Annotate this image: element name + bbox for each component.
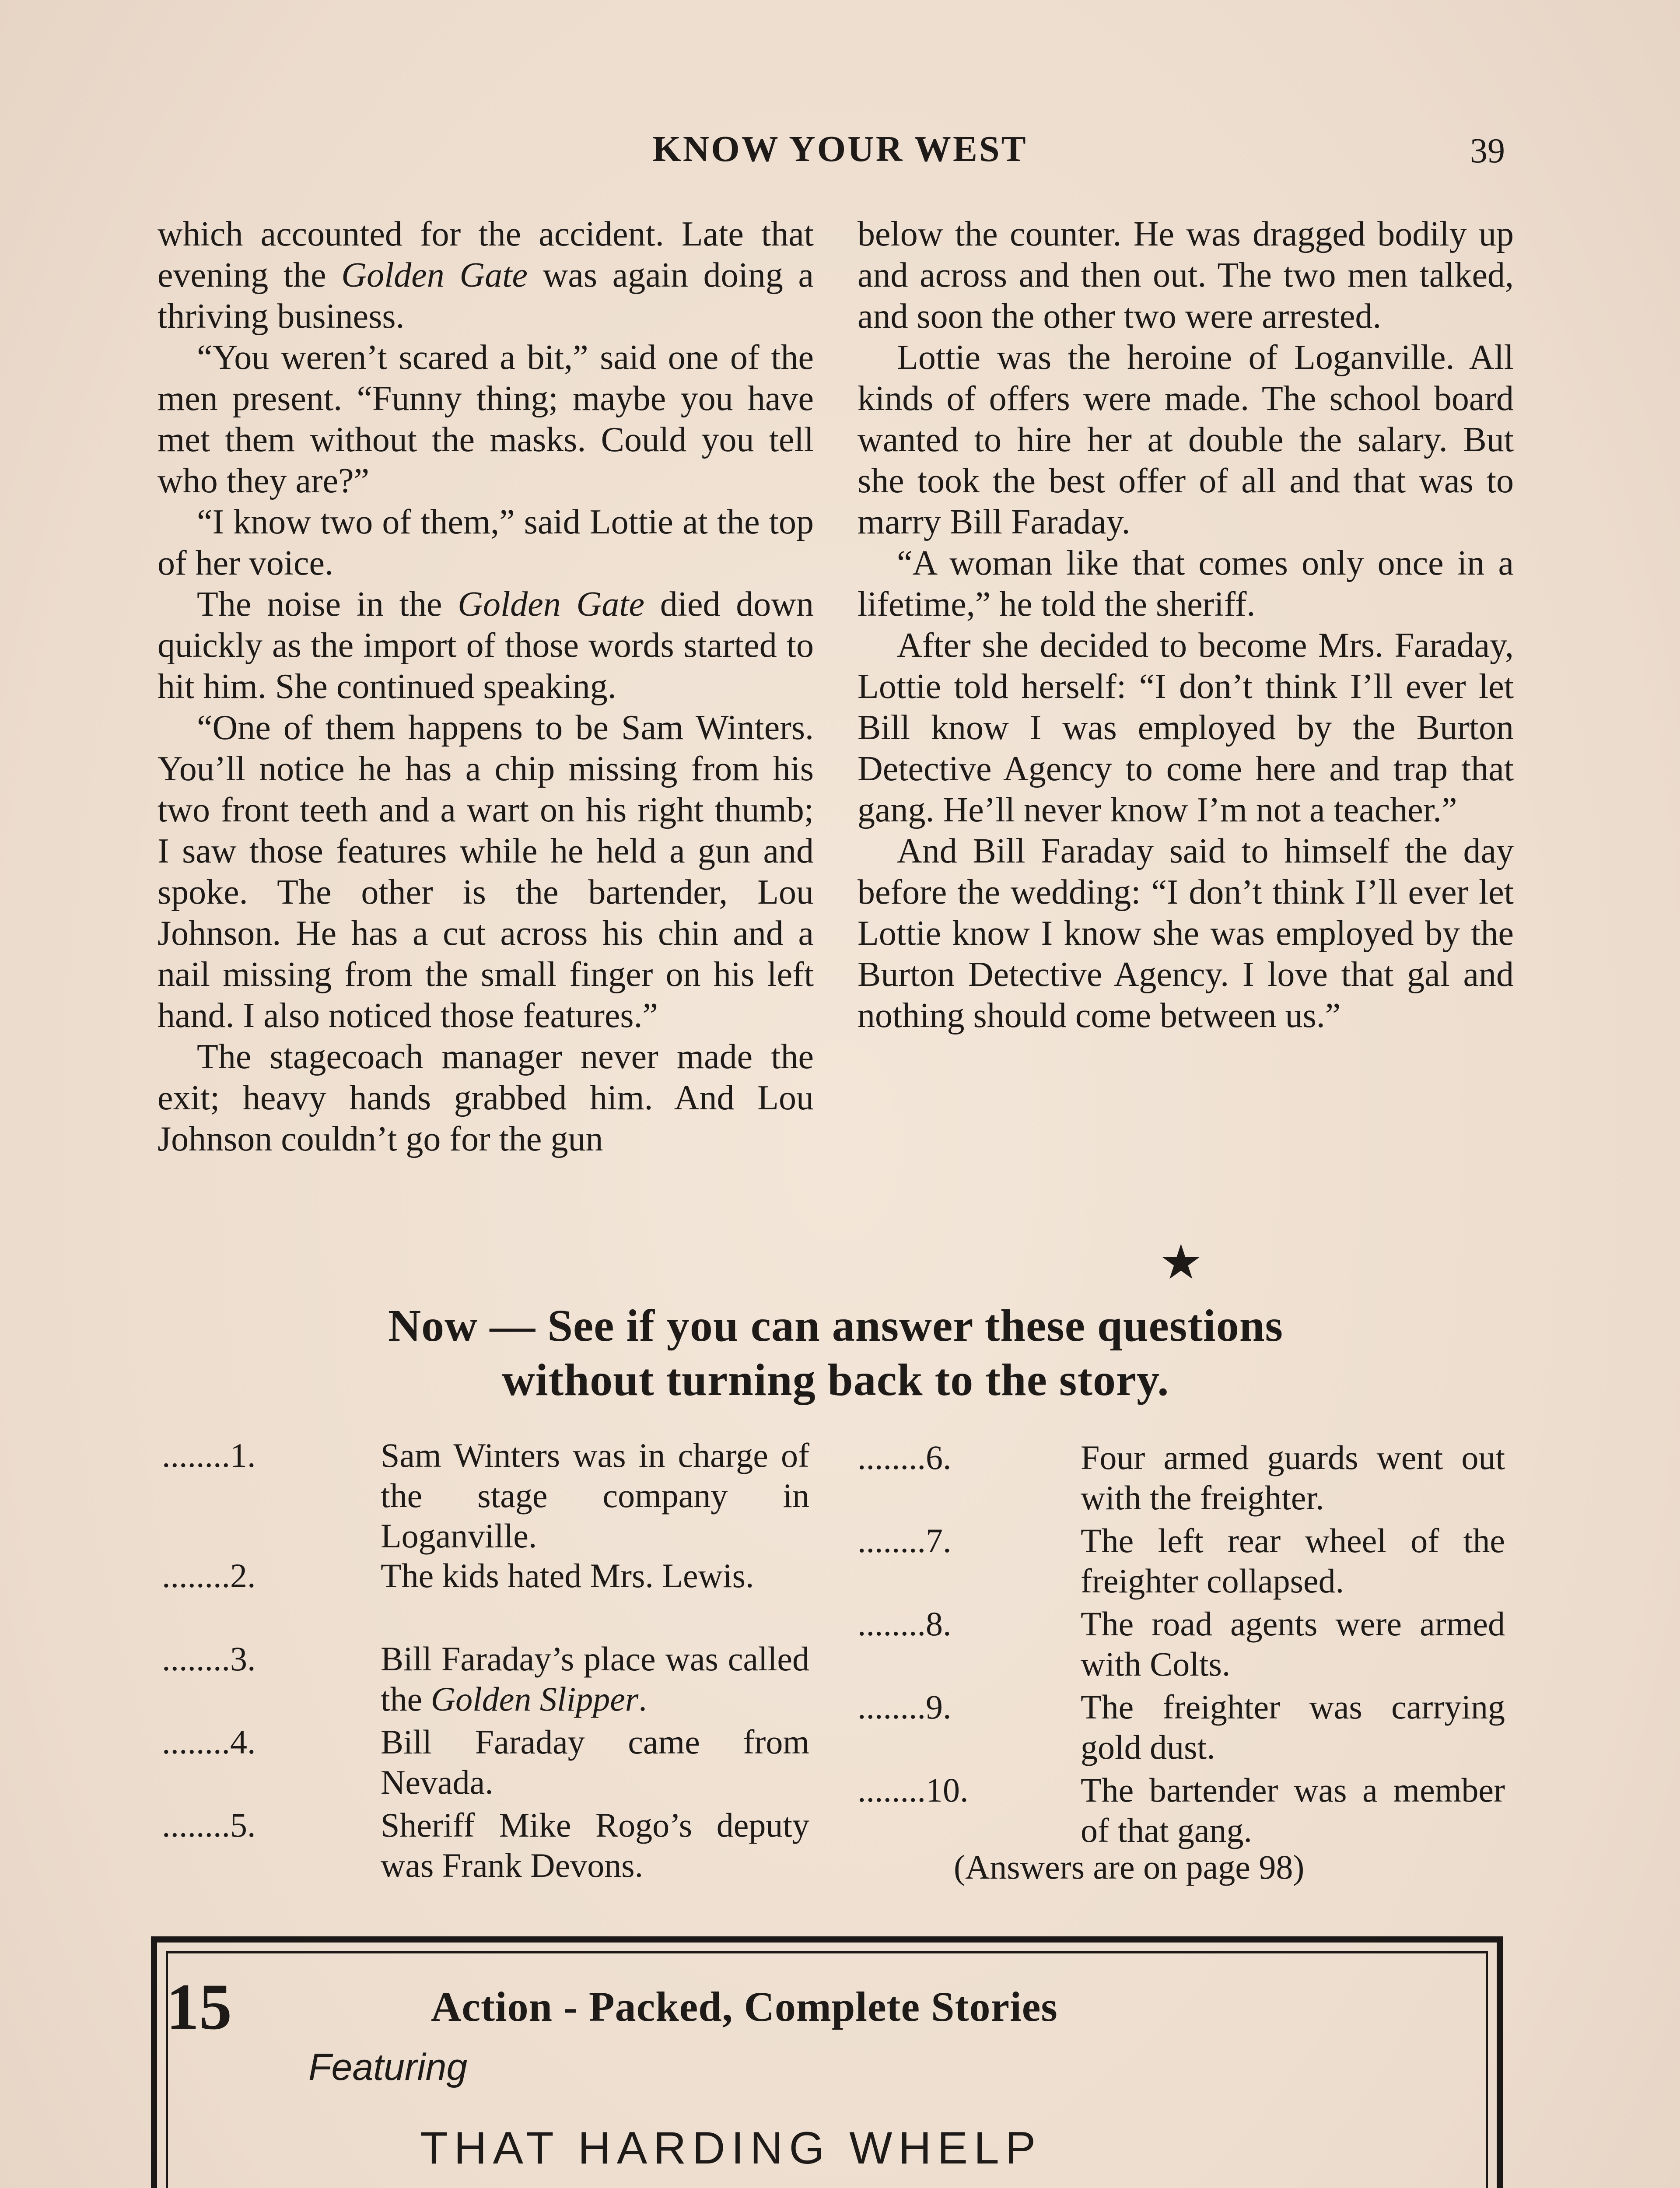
question-text: The freighter was carrying gold dust. xyxy=(1081,1688,1505,1766)
story-paragraph xyxy=(158,584,814,707)
quiz-heading xyxy=(158,1299,1514,1407)
italic-title: Golden Slipper xyxy=(430,1680,639,1718)
question-text: The left rear wheel of the freighter collapsed. xyxy=(1081,1522,1505,1600)
text-run: below the counter. He was dragged bodily up and across and then out. The two men talked, and soon the other two were arrested. xyxy=(858,215,1514,336)
text-run: Bill Faraday’s place was called the xyxy=(381,1640,809,1718)
story-paragraph xyxy=(158,707,814,1036)
story-paragraph xyxy=(858,337,1514,543)
story-paragraph xyxy=(858,831,1514,1036)
question-text: The road agents were armed with Colts. xyxy=(1081,1605,1505,1683)
question-number: ........10. xyxy=(858,1771,969,1809)
question-number: ........5. xyxy=(162,1806,256,1844)
question-number: ........4. xyxy=(162,1723,256,1761)
story-end-star-icon: ★ xyxy=(1159,1236,1203,1289)
story-paragraph xyxy=(858,214,1514,337)
story-paragraph xyxy=(158,214,814,337)
question-text xyxy=(381,1639,809,1719)
story-paragraph xyxy=(158,1036,814,1160)
answers-note: (Answers are on page 98) xyxy=(954,1848,1305,1886)
question-number: ........8. xyxy=(858,1605,952,1643)
ad-featuring-label: Featuring xyxy=(308,2046,468,2088)
page-number: 39 xyxy=(1470,132,1505,170)
question-text: Sheriff Mike Rogo’s deputy was Frank Devons. xyxy=(381,1806,809,1884)
question-text: The kids hated Mrs. Lewis. xyxy=(381,1557,754,1595)
ad-featured-story-title: THAT HARDING WHELP xyxy=(420,2123,1042,2174)
question-number: ........2. xyxy=(162,1557,256,1595)
question-number: ........3. xyxy=(162,1640,256,1678)
text-run: The noise in the xyxy=(197,585,458,624)
question-number: ........7. xyxy=(858,1522,952,1560)
question-text: Bill Faraday came from Nevada. xyxy=(381,1723,809,1801)
story-paragraph xyxy=(158,337,814,501)
question-number: ........1. xyxy=(162,1436,256,1474)
text-run: “A woman like that comes only once in a lifetime,” he told the sheriff. xyxy=(858,544,1514,624)
ad-headline: Action - Packed, Complete Stories xyxy=(431,1983,1058,2030)
text-run: which accounted for the accident. Late that evening the xyxy=(158,215,814,295)
running-head: KNOW YOUR WEST xyxy=(652,129,1028,169)
story-column-left xyxy=(158,214,814,1160)
text-run: After she decided to become Mrs. Faraday, Lottie told herself: “I don’t think I’ll ever let Bill know I was employed by the Burton Detective Agency to come here and trap that gang. He’ll never know I’m not a teacher.” xyxy=(858,626,1514,829)
quiz-heading-line-2: without turning back to the story. xyxy=(502,1355,1169,1405)
quiz-heading-line-1: Now — See if you can answer these questions xyxy=(388,1301,1283,1351)
text-run: died down quickly as the import of those words started to hit him. She continued speaking. xyxy=(158,585,814,706)
text-run: “You weren’t scared a bit,” said one of the men present. “Funny thing; maybe you have met them without the masks. Could you tell who they are?” xyxy=(158,338,814,500)
text-run: Lottie was the heroine of Loganville. All kinds of offers were made. The school board wanted to hire her at double the salary. But she took the best offer of all and that was to marry Bill Faraday. xyxy=(858,338,1514,541)
story-column-right xyxy=(858,214,1514,1036)
italic-title: Golden Gate xyxy=(341,256,528,295)
story-paragraph xyxy=(858,543,1514,625)
text-run: “One of them happens to be Sam Winters. You’ll notice he has a chip missing from his two front teeth and a wart on his right thumb; I saw those features while he held a gun and spoke. The other is the bartender, Lou Johnson. He has a cut across his chin and a nail missing from the small finger on his left hand. I also noticed those features.” xyxy=(158,708,814,1035)
text-run: The stagecoach manager never made the exit; heavy hands grabbed him. And Lou Johnson couldn’t go for the gun xyxy=(158,1038,814,1158)
question-text: The bartender was a member of that gang. xyxy=(1081,1771,1505,1849)
question-text: Four armed guards went out with the freighter. xyxy=(1081,1438,1505,1517)
story-paragraph xyxy=(158,501,814,584)
text-run: And Bill Faraday said to himself the day before the wedding: “I don’t think I’ll ever let Lottie know I know she was employed by the Burton Detective Agency. I love that gal and nothing should come between us.” xyxy=(858,832,1514,1035)
ad-story-count: 15 xyxy=(166,1971,232,2043)
text-run: . xyxy=(638,1680,647,1718)
question-number: ........9. xyxy=(858,1688,952,1726)
story-paragraph xyxy=(858,625,1514,831)
text-run: was again doing a thriving business. xyxy=(158,256,814,336)
text-run: “I know two of them,” said Lottie at the top of her voice. xyxy=(158,503,814,582)
italic-title: Golden Gate xyxy=(458,585,644,624)
question-number: ........6. xyxy=(858,1438,952,1476)
question-text: Sam Winters was in charge of the stage company in Loganville. xyxy=(381,1436,809,1555)
